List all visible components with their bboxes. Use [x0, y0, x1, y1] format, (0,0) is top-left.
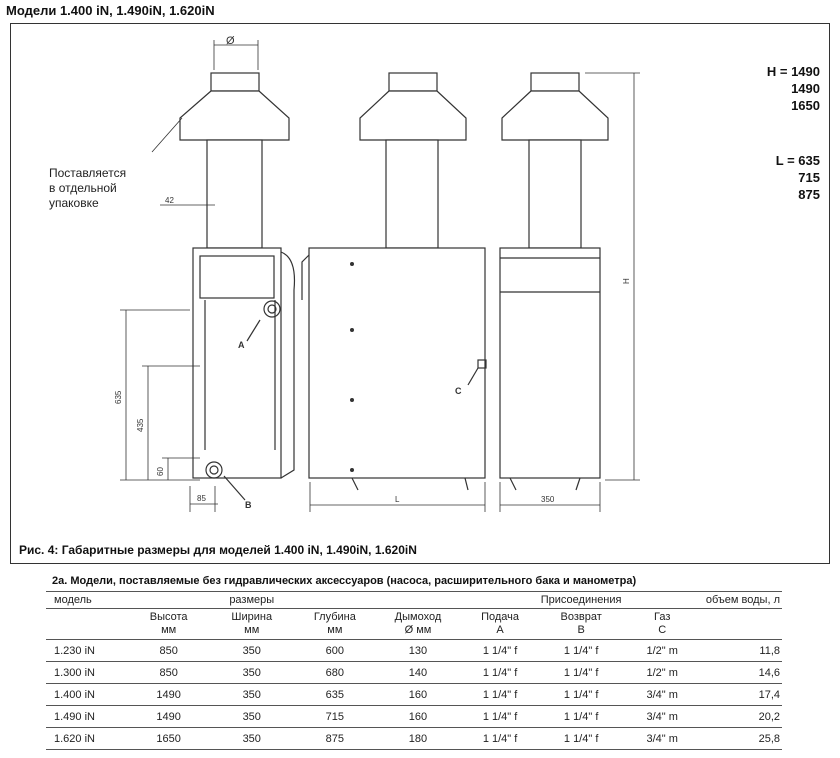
subheader-height: Высота мм [127, 609, 210, 640]
height-values: H = 1490 1490 1650 [766, 64, 820, 113]
header-sizes: размеры [127, 592, 376, 609]
subheader-return: Возврат B [541, 609, 622, 640]
subheader-flue: Дымоход Ø мм [376, 609, 459, 640]
dim-L-label: L [395, 495, 400, 504]
subheader-gas: Газ C [622, 609, 703, 640]
table-row: 1.300 iN 850 350 680 140 1 1/4" f 1 1/4" f 1/2" m 14,6 [46, 662, 782, 684]
front-view [302, 73, 486, 512]
header-volume: объем воды, л [703, 592, 782, 609]
table-row: 1.620 iN 1650 350 875 180 1 1/4" f 1 1/4" f 3/4" m 25,8 [46, 728, 782, 750]
rear-view [500, 73, 640, 512]
dim-H-label: H [622, 278, 631, 284]
dim-635-label: 635 [114, 390, 123, 404]
header-model: модель [46, 592, 127, 609]
connection-C-label: C [455, 386, 462, 396]
subheader-depth: Глубина мм [293, 609, 376, 640]
subheader-supply: Подача A [460, 609, 541, 640]
page-title: Модели 1.400 iN, 1.490iN, 1.620iN [6, 3, 215, 18]
dim-435-label: 435 [136, 418, 145, 432]
separate-package-note: Поставляется в отдельной упаковке [49, 166, 127, 210]
header-connections: Присоединения [460, 592, 703, 609]
diameter-label: Ø [226, 35, 235, 47]
dim-85-label: 85 [197, 494, 206, 503]
length-values: L = 635 715 875 [775, 153, 820, 202]
side-view [120, 40, 294, 512]
connection-B-label: B [245, 500, 252, 510]
table-row: 1.230 iN 850 350 600 130 1 1/4" f 1 1/4" f 1/2" m 11,8 [46, 640, 782, 662]
figure-caption: Рис. 4: Габаритные размеры для моделей 1.400 iN, 1.490iN, 1.620iN [19, 543, 417, 557]
connection-A-label: A [238, 340, 245, 350]
table-row: 1.400 iN 1490 350 635 160 1 1/4" f 1 1/4" f 3/4" m 17,4 [46, 684, 782, 706]
subheader-width: Ширина мм [210, 609, 293, 640]
dim-350-label: 350 [541, 495, 555, 504]
specs-table [46, 591, 782, 750]
table-subheader-row [46, 609, 782, 640]
table-title: 2а. Модели, поставляемые без гидравлических аксессуаров (насоса, расширительного бака и манометра) [52, 575, 637, 587]
dim-42-label: 42 [165, 196, 174, 205]
table-row: 1.490 iN 1490 350 715 160 1 1/4" f 1 1/4" f 3/4" m 20,2 [46, 706, 782, 728]
dim-60-label: 60 [156, 467, 165, 476]
table-header-row [46, 592, 782, 609]
